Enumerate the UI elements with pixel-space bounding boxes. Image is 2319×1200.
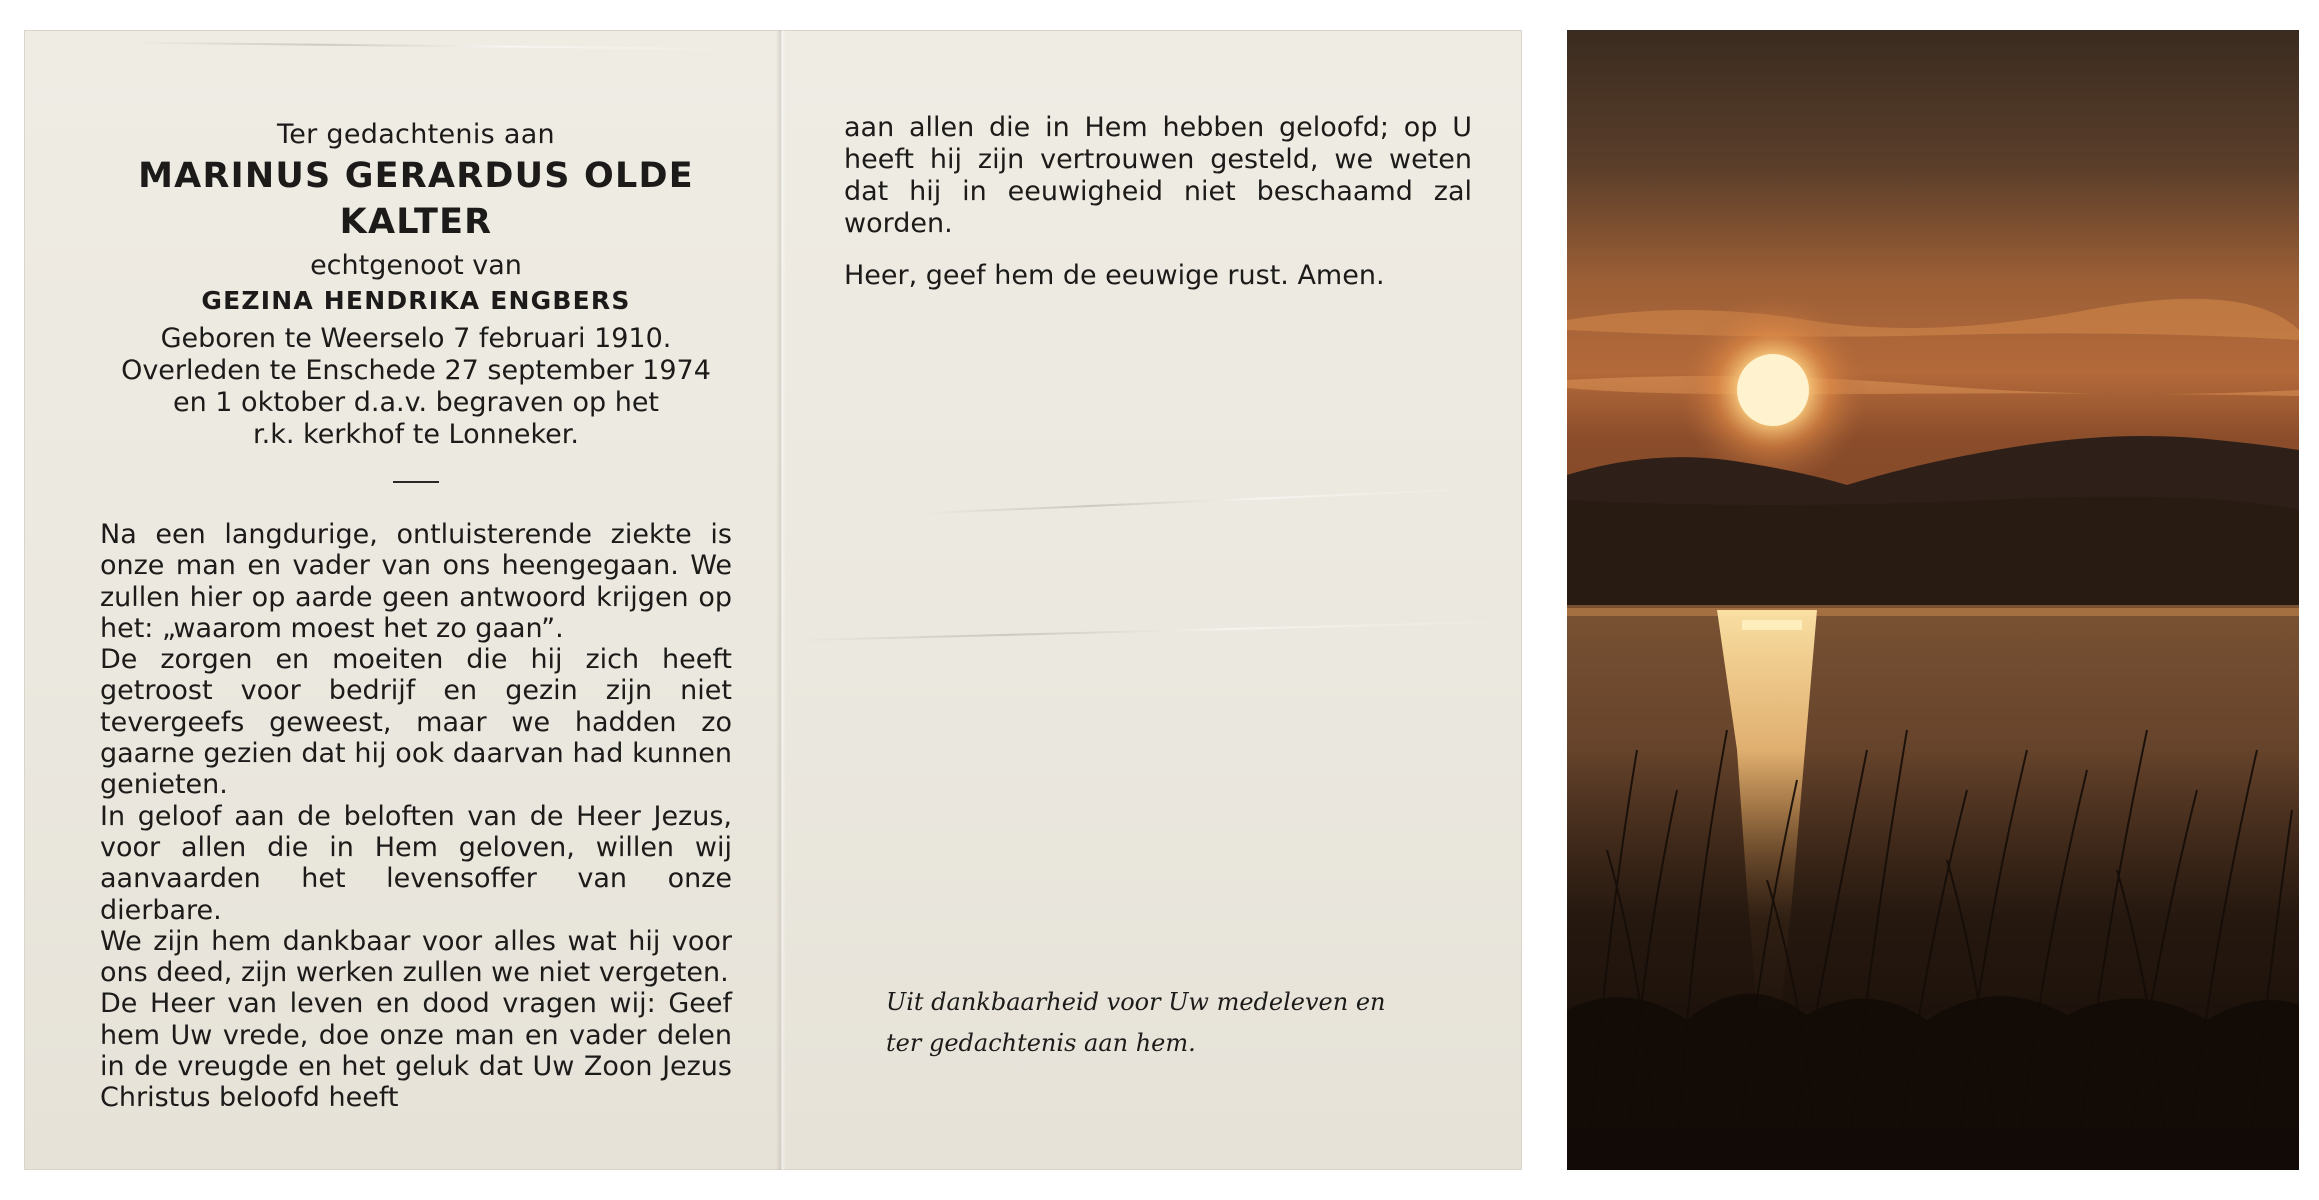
- continuation-text: aan allen die in Hem hebben geloofd; op U heeft hij zijn vertrouwen gesteld, we weten dat hij in eeuwigheid niet beschaamd zal worden.: [844, 112, 1472, 239]
- cemetery-line: r.k. kerkhof te Lonneker.: [253, 419, 579, 450]
- paper-crease: [134, 42, 754, 50]
- paragraph: De zorgen en moeiten die hij zich heeft getroost voor bedrijf en gezin zijn niet tevergeefs geweest, maar we hadden zo gaarne gezien dat hij ook daarvan had kunnen genieten.: [100, 644, 732, 801]
- dates-block: [100, 323, 732, 451]
- paragraph: In geloof aan de beloften van de Heer Jezus, voor allen die in Hem geloven, willen wij aanvaarden het levensoffer van onze dierbare.: [100, 800, 732, 926]
- sunset-photo: [1567, 30, 2299, 1170]
- birth-line: Geboren te Weerselo 7 februari 1910.: [160, 323, 672, 354]
- paper-crease: [794, 621, 1514, 642]
- paragraph: Na een langdurige, ontluisterende ziekte is onze man en vader van ons heengegaan. We zullen hier op aarde geen antwoord krijgen op het: „waarom moest het zo gaan”.: [100, 519, 732, 644]
- closing-prayer: Heer, geef hem de eeuwige rust. Amen.: [844, 260, 1385, 291]
- spouse-name: GEZINA HENDRIKA ENGBERS: [201, 286, 631, 315]
- thanks-note: Uit dankbaarheid voor Uw medeleven en ter gedachtenis aan hem.: [886, 988, 1386, 1057]
- memorial-text: [100, 519, 732, 1114]
- intro-text: Ter gedachtenis aan: [277, 119, 555, 150]
- divider-rule: [393, 481, 439, 483]
- paper-crease: [924, 488, 1484, 514]
- deceased-name: MARINUS GERARDUS OLDE KALTER: [138, 156, 694, 242]
- card-fold: [776, 30, 786, 1170]
- death-line: Overleden te Enschede 27 september 1974: [121, 355, 711, 386]
- spouse-label: echtgenoot van: [310, 250, 522, 281]
- sunset-image: [1567, 30, 2299, 1170]
- burial-line: en 1 oktober d.a.v. begraven op het: [172, 387, 660, 418]
- paragraph: We zijn hem dankbaar voor alles wat hij voor ons deed, zijn werken zullen we niet vergeten.: [100, 925, 732, 989]
- paragraph: De Heer van leven en dood vragen wij: Geef hem Uw vrede, doe onze man en vader delen in de vreugde en het geluk dat Uw Zoon Jezus Christus beloofd heeft: [100, 988, 732, 1114]
- left-panel: [100, 118, 732, 1114]
- memorial-card: [24, 30, 1522, 1170]
- right-panel: [844, 112, 1472, 292]
